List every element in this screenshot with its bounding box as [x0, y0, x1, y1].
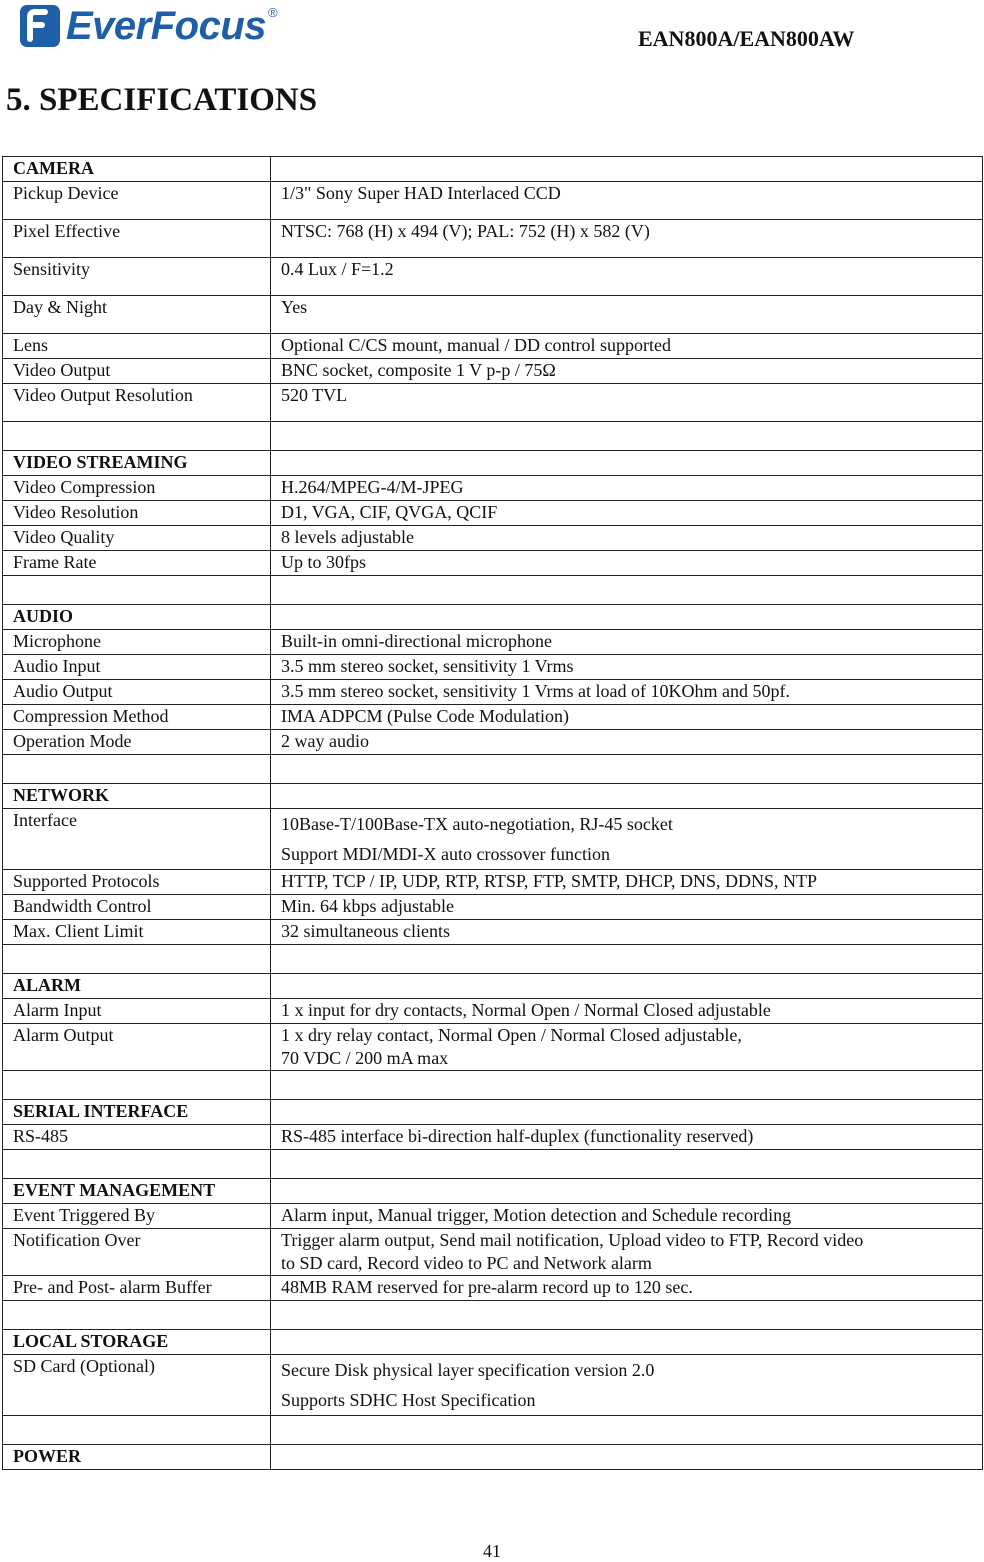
spec-value: 1/3" Sony Super HAD Interlaced CCD: [271, 182, 983, 220]
spec-label: Notification Over: [3, 1229, 271, 1276]
spec-label: Supported Protocols: [3, 870, 271, 895]
spacer-row: [3, 1071, 983, 1100]
spec-label: Video Quality: [3, 526, 271, 551]
spec-value: Min. 64 kbps adjustable: [271, 895, 983, 920]
spacer-row: [3, 945, 983, 974]
spec-label: Sensitivity: [3, 258, 271, 296]
spec-label: Frame Rate: [3, 551, 271, 576]
section-header-row: [3, 784, 983, 809]
spec-label: Audio Output: [3, 680, 271, 705]
section-title: EVENT MANAGEMENT: [3, 1179, 271, 1204]
table-row: [3, 1024, 983, 1071]
section-title: CAMERA: [3, 157, 271, 182]
spacer-row: [3, 755, 983, 784]
spec-label: Microphone: [3, 630, 271, 655]
table-row: [3, 334, 983, 359]
spec-value: Up to 30fps: [271, 551, 983, 576]
spec-value-line: Secure Disk physical layer specification version 2.0: [281, 1360, 655, 1380]
spec-label: Event Triggered By: [3, 1204, 271, 1229]
spec-value-line: Supports SDHC Host Specification: [281, 1390, 536, 1410]
section-header-row: [3, 1179, 983, 1204]
spec-label: Operation Mode: [3, 730, 271, 755]
table-row: [3, 1355, 983, 1416]
table-row: [3, 220, 983, 258]
table-row: [3, 1229, 983, 1276]
section-title: LOCAL STORAGE: [3, 1330, 271, 1355]
table-row: [3, 296, 983, 334]
spec-label: Video Output: [3, 359, 271, 384]
spec-value-line: Trigger alarm output, Send mail notification, Upload video to FTP, Record video: [281, 1230, 864, 1250]
table-row: [3, 920, 983, 945]
spec-label: Max. Client Limit: [3, 920, 271, 945]
spec-value: 3.5 mm stereo socket, sensitivity 1 Vrms: [271, 655, 983, 680]
table-row: [3, 1276, 983, 1301]
spec-value: D1, VGA, CIF, QVGA, QCIF: [271, 501, 983, 526]
section-title: VIDEO STREAMING: [3, 451, 271, 476]
spec-value: BNC socket, composite 1 V p-p / 75Ω: [271, 359, 983, 384]
table-row: [3, 630, 983, 655]
table-row: [3, 258, 983, 296]
spec-value: Alarm input, Manual trigger, Motion detection and Schedule recording: [271, 1204, 983, 1229]
section-header-row: [3, 605, 983, 630]
spec-value: 48MB RAM reserved for pre-alarm record up to 120 sec.: [271, 1276, 983, 1301]
spec-value: HTTP, TCP / IP, UDP, RTP, RTSP, FTP, SMTP, DHCP, DNS, DDNS, NTP: [271, 870, 983, 895]
spec-label: Compression Method: [3, 705, 271, 730]
spec-label: Alarm Input: [3, 999, 271, 1024]
spec-label: Pre- and Post- alarm Buffer: [3, 1276, 271, 1301]
table-row: [3, 526, 983, 551]
section-header-row: [3, 451, 983, 476]
table-row: [3, 182, 983, 220]
section-header-row: [3, 1330, 983, 1355]
spec-value: RS-485 interface bi-direction half-duplex (functionality reserved): [271, 1125, 983, 1150]
page-number: 41: [483, 1541, 501, 1561]
spec-label: Day & Night: [3, 296, 271, 334]
table-row: [3, 551, 983, 576]
spacer-row: [3, 1301, 983, 1330]
spec-label: Audio Input: [3, 655, 271, 680]
spec-value: Yes: [271, 296, 983, 334]
spec-value: 32 simultaneous clients: [271, 920, 983, 945]
section-header-row: [3, 974, 983, 999]
spec-value: [271, 1355, 983, 1416]
spec-value: [271, 1024, 983, 1071]
table-row: [3, 680, 983, 705]
section-title: ALARM: [3, 974, 271, 999]
spec-label: Video Resolution: [3, 501, 271, 526]
section-title: POWER: [3, 1445, 271, 1470]
table-row: [3, 655, 983, 680]
table-row: [3, 359, 983, 384]
spec-value: 2 way audio: [271, 730, 983, 755]
spec-value-line: 10Base-T/100Base-TX auto-negotiation, RJ-45 socket: [281, 814, 673, 834]
spec-value: NTSC: 768 (H) x 494 (V); PAL: 752 (H) x 582 (V): [271, 220, 983, 258]
spec-value: 1 x input for dry contacts, Normal Open / Normal Closed adjustable: [271, 999, 983, 1024]
spec-value: 520 TVL: [271, 384, 983, 422]
table-row: [3, 1125, 983, 1150]
spacer-row: [3, 422, 983, 451]
table-row: [3, 895, 983, 920]
spec-label: Video Output Resolution: [3, 384, 271, 422]
spec-value: 0.4 Lux / F=1.2: [271, 258, 983, 296]
spec-value: [271, 1229, 983, 1276]
spec-value: Optional C/CS mount, manual / DD control supported: [271, 334, 983, 359]
table-row: [3, 870, 983, 895]
table-row: [3, 476, 983, 501]
table-row: [3, 384, 983, 422]
spec-value-line: to SD card, Record video to PC and Network alarm: [281, 1253, 652, 1273]
section-title: AUDIO: [3, 605, 271, 630]
spec-value: IMA ADPCM (Pulse Code Modulation): [271, 705, 983, 730]
everfocus-logo: [18, 2, 278, 50]
table-row: [3, 501, 983, 526]
section-title: SERIAL INTERFACE: [3, 1100, 271, 1125]
spec-label: Pixel Effective: [3, 220, 271, 258]
everfocus-logo-mark-icon: [18, 3, 62, 49]
spacer-row: [3, 1416, 983, 1445]
section-header-row: [3, 1100, 983, 1125]
spec-value: 3.5 mm stereo socket, sensitivity 1 Vrms at load of 10KOhm and 50pf.: [271, 680, 983, 705]
registered-mark: ®: [268, 4, 278, 20]
spacer-row: [3, 1150, 983, 1179]
section-header-row: [3, 1445, 983, 1470]
spec-label: Interface: [3, 809, 271, 870]
model-number: EAN800A/EAN800AW: [638, 26, 855, 51]
specifications-table: [2, 156, 983, 1470]
table-row: [3, 1204, 983, 1229]
spec-label: Lens: [3, 334, 271, 359]
section-header-row: [3, 157, 983, 182]
spec-label: SD Card (Optional): [3, 1355, 271, 1416]
spacer-row: [3, 576, 983, 605]
table-row: [3, 730, 983, 755]
spec-value: [271, 809, 983, 870]
spec-label: RS-485: [3, 1125, 271, 1150]
table-row: [3, 809, 983, 870]
section-title: NETWORK: [3, 784, 271, 809]
logo-wordmark: EverFocus: [66, 4, 267, 48]
page-title: 5. SPECIFICATIONS: [6, 82, 318, 118]
spec-label: Video Compression: [3, 476, 271, 501]
spec-label: Pickup Device: [3, 182, 271, 220]
spec-value: H.264/MPEG-4/M-JPEG: [271, 476, 983, 501]
spec-value: 8 levels adjustable: [271, 526, 983, 551]
spec-value-line: Support MDI/MDI-X auto crossover function: [281, 844, 610, 864]
spec-label: Bandwidth Control: [3, 895, 271, 920]
table-row: [3, 999, 983, 1024]
table-row: [3, 705, 983, 730]
spec-value-line: 70 VDC / 200 mA max: [281, 1048, 449, 1068]
spec-value: Built-in omni-directional microphone: [271, 630, 983, 655]
spec-label: Alarm Output: [3, 1024, 271, 1071]
spec-value-line: 1 x dry relay contact, Normal Open / Normal Closed adjustable,: [281, 1025, 742, 1045]
